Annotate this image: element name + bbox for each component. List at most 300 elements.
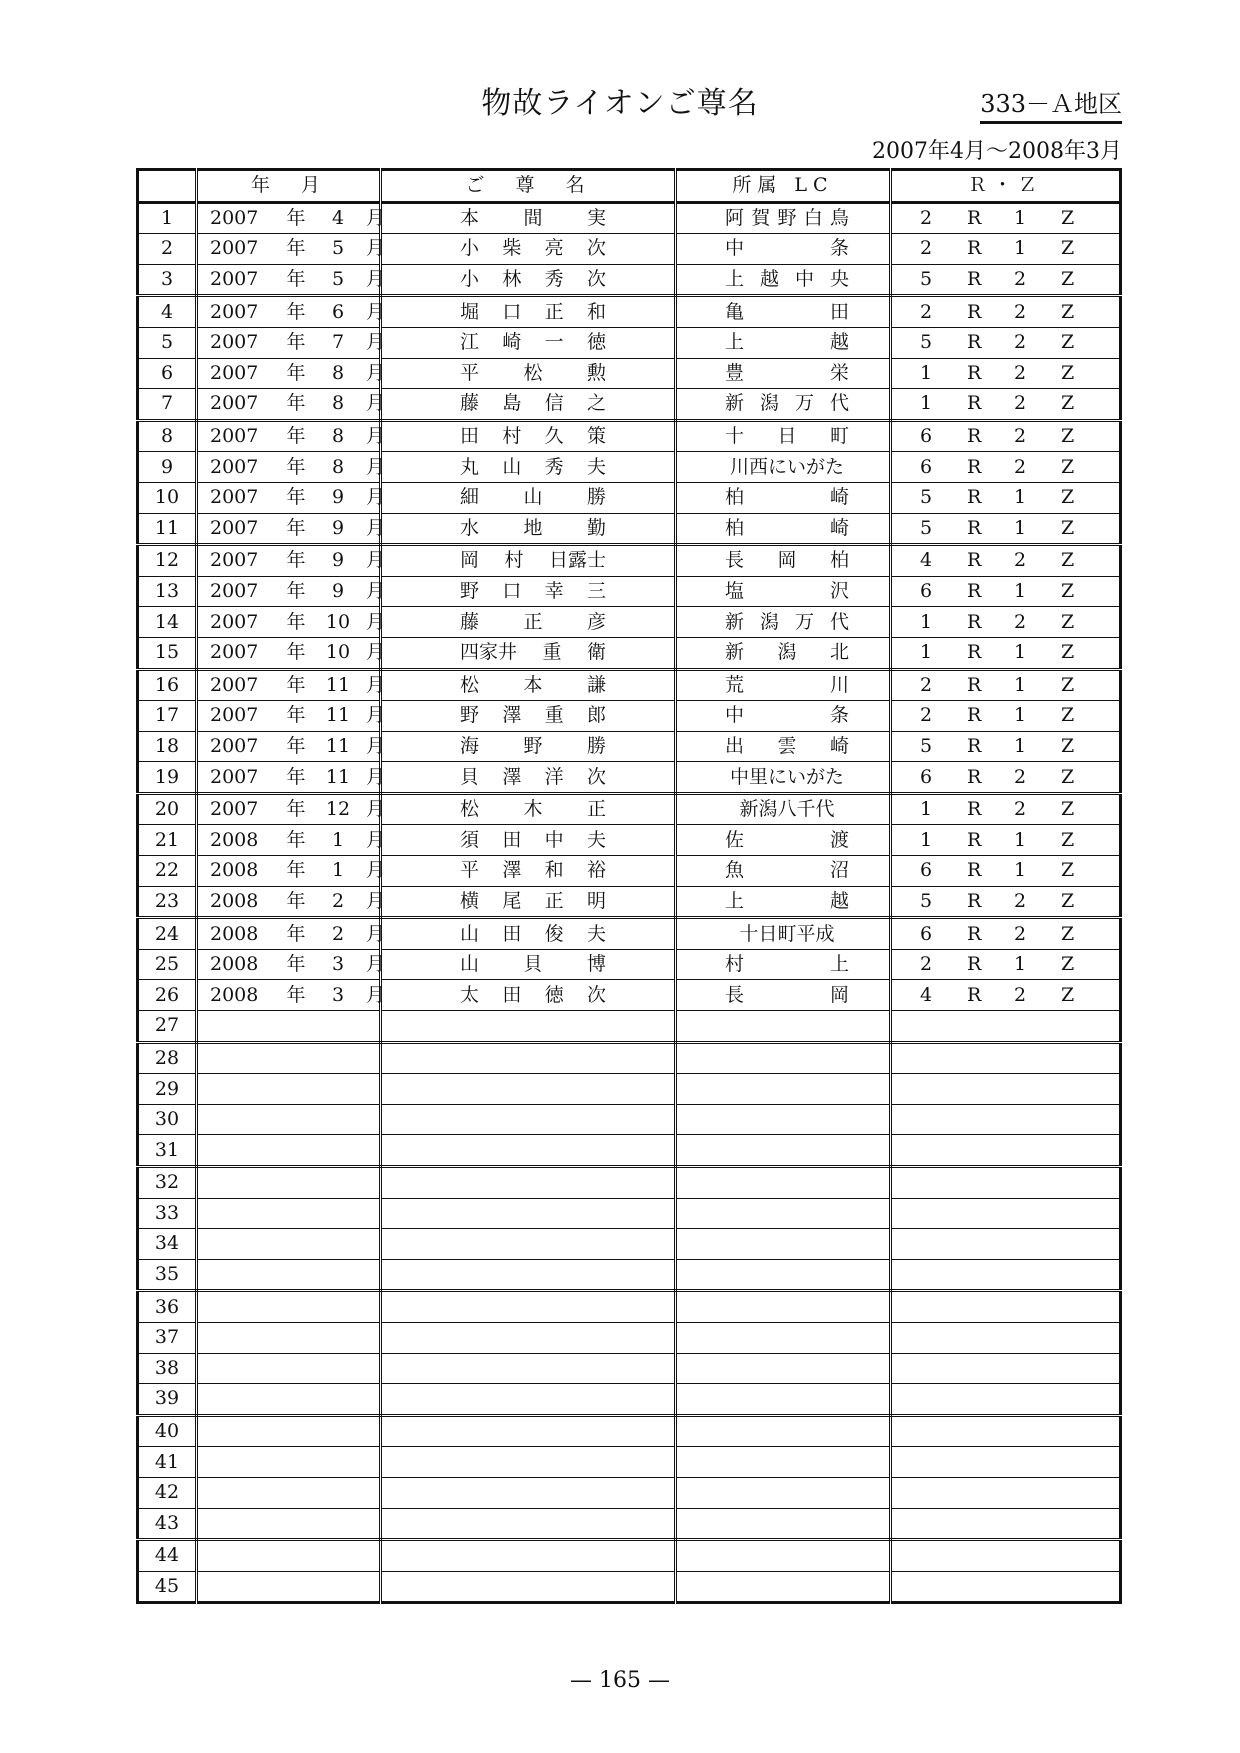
rz-z: 2 <box>1014 425 1027 448</box>
date-year: 2007 <box>210 331 259 354</box>
row-number: 35 <box>138 1259 197 1291</box>
region-zone-cell <box>891 949 1121 980</box>
row-number: 6 <box>138 358 197 389</box>
date-nen: 年 <box>286 300 306 323</box>
name-cell <box>381 1167 676 1199</box>
club-cell <box>676 637 891 669</box>
table-row <box>138 918 1121 950</box>
club-chars <box>677 706 889 725</box>
name-cell <box>381 513 676 545</box>
rz-r: 1 <box>920 798 933 821</box>
date-year: 2007 <box>210 361 259 384</box>
name-char: 貝 <box>460 765 480 788</box>
region-zone-cell <box>891 1259 1121 1291</box>
name-char: 澤 <box>502 765 522 788</box>
region-zone-cell <box>891 1011 1121 1043</box>
rz-z: 1 <box>1014 673 1027 696</box>
year-month-grid <box>198 641 385 664</box>
rz-r: 2 <box>920 206 933 229</box>
name-cell <box>381 1447 676 1478</box>
region-zone-cell <box>891 762 1121 794</box>
club-chars <box>677 516 889 539</box>
year-month-cell <box>197 825 385 856</box>
club-char: 豊 <box>725 361 745 384</box>
name-cell <box>381 669 676 701</box>
year-month-cell <box>197 1011 381 1043</box>
club-chars <box>677 922 889 945</box>
name-chars <box>382 394 674 413</box>
name-cell <box>381 1291 676 1323</box>
year-month-cell <box>197 949 385 980</box>
date-month: 9 <box>331 486 345 509</box>
name-char: 之 <box>586 392 606 415</box>
rz-zl: Z <box>1061 983 1075 1006</box>
name-cell <box>381 607 676 638</box>
name-char: 重 <box>544 704 564 727</box>
year-month-cell <box>197 1167 381 1199</box>
rz-rl: R <box>967 361 982 384</box>
year-month-cell <box>197 1291 381 1323</box>
rz-z: 1 <box>1014 206 1027 229</box>
row-number: 3 <box>138 264 197 296</box>
date-gatsu: 月 <box>365 268 385 291</box>
date-month: 9 <box>331 549 345 572</box>
name-char: 正 <box>523 610 543 633</box>
rz-rl: R <box>967 889 982 912</box>
name-char: 俊 <box>544 922 564 945</box>
club-char: 条 <box>829 704 849 727</box>
name-chars <box>382 516 674 539</box>
club-char: 沼 <box>829 859 849 882</box>
region-zone-cell <box>891 327 1121 358</box>
club-char: 上 <box>725 268 745 291</box>
club-char: 潟 <box>777 641 797 664</box>
date-nen: 年 <box>286 331 306 354</box>
region-zone-grid <box>892 828 1119 851</box>
region-zone-cell <box>891 1508 1121 1540</box>
club-char: 渡 <box>829 828 849 851</box>
table-row <box>138 980 1121 1011</box>
date-gatsu: 月 <box>365 922 385 945</box>
name-char: 博 <box>586 953 606 976</box>
year-month-grid <box>198 673 385 696</box>
date-year: 2008 <box>210 889 259 912</box>
name-chars <box>382 488 674 507</box>
rz-r: 2 <box>920 237 933 260</box>
rz-rl: R <box>967 798 982 821</box>
name-char: 徳 <box>586 331 606 354</box>
rz-zl: Z <box>1061 889 1075 912</box>
club-cell <box>676 1571 891 1603</box>
club-char: 越 <box>759 268 779 291</box>
club-cell <box>676 1229 891 1260</box>
club-cell <box>676 762 891 794</box>
rz-r: 1 <box>920 828 933 851</box>
region-zone-cell <box>891 358 1121 389</box>
club-char: 栄 <box>829 361 849 384</box>
date-year: 2008 <box>210 922 259 945</box>
rz-z: 2 <box>1014 300 1027 323</box>
name-cell <box>381 234 676 265</box>
rz-zl: Z <box>1061 765 1075 788</box>
region-zone-grid <box>892 427 1119 446</box>
year-month-grid <box>198 889 385 912</box>
rz-rl: R <box>967 425 982 448</box>
name-cell <box>381 762 676 794</box>
rz-r: 6 <box>920 859 933 882</box>
date-gatsu: 月 <box>365 610 385 633</box>
club-char: 亀 <box>725 300 745 323</box>
club-cell <box>676 1074 891 1105</box>
name-cell <box>381 545 676 577</box>
club-char: 万 <box>794 392 814 415</box>
row-number: 14 <box>138 607 197 638</box>
table-row <box>138 731 1121 762</box>
rz-zl: Z <box>1061 361 1075 384</box>
name-char: 信 <box>544 392 564 415</box>
club-char: 潟 <box>759 610 779 633</box>
rz-rl: R <box>967 300 982 323</box>
rz-z: 2 <box>1014 268 1027 291</box>
date-year: 2007 <box>210 610 259 633</box>
table-row <box>138 513 1121 545</box>
date-nen: 年 <box>286 798 306 821</box>
name-char: 一 <box>544 331 564 354</box>
year-month-grid <box>198 516 385 539</box>
date-nen: 年 <box>286 237 306 260</box>
year-month-cell <box>197 637 385 669</box>
name-chars <box>382 673 674 696</box>
year-month-cell <box>197 1540 381 1572</box>
region-zone-cell <box>891 1291 1121 1323</box>
row-number: 29 <box>138 1074 197 1105</box>
year-month-grid <box>198 392 385 415</box>
table-row <box>138 637 1121 669</box>
year-month-cell <box>197 918 385 950</box>
club-cell <box>676 513 891 545</box>
rz-zl: Z <box>1061 798 1075 821</box>
rz-rl: R <box>967 392 982 415</box>
date-gatsu: 月 <box>365 425 385 448</box>
date-nen: 年 <box>286 361 306 384</box>
name-cell <box>381 1508 676 1540</box>
rz-rl: R <box>967 765 982 788</box>
club-char: 上 <box>829 953 849 976</box>
year-month-grid <box>198 425 385 448</box>
name-chars <box>382 643 674 662</box>
date-month: 12 <box>325 798 351 821</box>
year-month-cell <box>197 731 385 762</box>
date-year: 2008 <box>210 983 259 1006</box>
region-zone-cell <box>891 1322 1121 1353</box>
row-number: 4 <box>138 296 197 328</box>
year-month-cell <box>197 420 385 452</box>
year-month-grid <box>198 455 385 478</box>
region-zone-cell <box>891 1571 1121 1603</box>
name-char: 亮 <box>544 237 564 260</box>
table-row <box>138 701 1121 732</box>
date-month: 7 <box>331 331 345 354</box>
name-chars <box>382 361 674 384</box>
name-cell <box>381 1384 676 1416</box>
row-number: 15 <box>138 637 197 669</box>
table-row-empty <box>138 1384 1121 1416</box>
club-cell <box>676 856 891 887</box>
region-zone-cell <box>891 513 1121 545</box>
date-month: 5 <box>331 237 345 260</box>
name-cell <box>381 358 676 389</box>
name-cell <box>381 793 676 825</box>
name-char: 堀 <box>460 300 480 323</box>
date-gatsu: 月 <box>365 580 385 603</box>
name-char: 木 <box>523 798 543 821</box>
date-month: 8 <box>331 361 345 384</box>
name-chars <box>382 828 674 851</box>
date-year: 2007 <box>210 300 259 323</box>
name-char: 丸 <box>460 455 480 478</box>
table-row-empty <box>138 1104 1121 1135</box>
date-gatsu: 月 <box>365 486 385 509</box>
rz-zl: Z <box>1061 580 1075 603</box>
name-chars <box>382 889 674 912</box>
name-cell <box>381 1198 676 1229</box>
year-month-cell <box>197 452 385 483</box>
rz-z: 1 <box>1014 486 1027 509</box>
club-chars <box>677 673 889 696</box>
rz-r: 6 <box>920 425 933 448</box>
row-number: 9 <box>138 452 197 483</box>
year-month-cell <box>197 202 385 234</box>
rz-zl: Z <box>1061 392 1075 415</box>
row-number: 36 <box>138 1291 197 1323</box>
region-zone-grid <box>892 610 1119 633</box>
region-zone-grid <box>892 922 1119 945</box>
year-month-cell <box>197 1074 381 1105</box>
region-zone-cell <box>891 856 1121 887</box>
table-row-empty <box>138 1447 1121 1478</box>
table-row-empty <box>138 1322 1121 1353</box>
year-month-cell <box>197 701 385 732</box>
region-zone-cell <box>891 389 1121 421</box>
region-zone-grid <box>892 488 1119 507</box>
date-year: 2007 <box>210 486 259 509</box>
table-row <box>138 762 1121 794</box>
rz-z: 2 <box>1014 392 1027 415</box>
header-no <box>138 170 197 203</box>
name-char: 松 <box>523 361 543 384</box>
name-char: 細 <box>460 486 480 509</box>
region-zone-grid <box>892 673 1119 696</box>
year-month-grid <box>198 268 385 291</box>
name-chars <box>382 239 674 258</box>
region-zone-cell <box>891 1477 1121 1508</box>
name-char: 田 <box>502 922 522 945</box>
club-chars <box>677 734 889 757</box>
club-char: 崎 <box>829 486 849 509</box>
club-chars <box>677 270 889 289</box>
year-month-cell <box>197 1229 381 1260</box>
club-cell <box>676 918 891 950</box>
club-chars <box>677 455 889 478</box>
date-gatsu: 月 <box>365 673 385 696</box>
name-cell <box>381 1259 676 1291</box>
club-char: 川 <box>829 673 849 696</box>
name-chars <box>382 765 674 788</box>
date-month: 3 <box>331 983 345 1006</box>
year-month-cell <box>197 1508 381 1540</box>
region-zone-cell <box>891 980 1121 1011</box>
rz-zl: Z <box>1061 268 1075 291</box>
name-char: 岡 <box>460 549 480 572</box>
rz-r: 6 <box>920 455 933 478</box>
row-number: 20 <box>138 793 197 825</box>
date-month: 8 <box>331 392 345 415</box>
name-char: 次 <box>586 268 606 291</box>
name-char: 日露士 <box>548 549 606 572</box>
rz-r: 2 <box>920 953 933 976</box>
name-char: 澤 <box>502 859 522 882</box>
rz-zl: Z <box>1061 828 1075 851</box>
name-char: 林 <box>502 268 522 291</box>
date-year: 2007 <box>210 641 259 664</box>
club-cell <box>676 1011 891 1043</box>
name-cell <box>381 731 676 762</box>
club-chars <box>677 300 889 323</box>
name-char: 中 <box>544 828 564 851</box>
club-chars <box>677 333 889 352</box>
date-month: 2 <box>331 889 345 912</box>
table-row <box>138 420 1121 452</box>
date-nen: 年 <box>286 889 306 912</box>
club-chars <box>677 582 889 601</box>
year-month-cell <box>197 1477 381 1508</box>
region-zone-cell <box>891 607 1121 638</box>
name-char: 小 <box>460 268 480 291</box>
row-number: 37 <box>138 1322 197 1353</box>
club-cell <box>676 1353 891 1384</box>
row-number: 13 <box>138 576 197 607</box>
rz-z: 1 <box>1014 641 1027 664</box>
rz-z: 2 <box>1014 798 1027 821</box>
rz-r: 4 <box>920 549 933 572</box>
name-cell <box>381 1477 676 1508</box>
rz-z: 2 <box>1014 983 1027 1006</box>
date-year: 2008 <box>210 953 259 976</box>
rz-z: 1 <box>1014 237 1027 260</box>
date-year: 2007 <box>210 549 259 572</box>
name-chars <box>382 206 674 229</box>
rz-zl: Z <box>1061 549 1075 572</box>
club-char: 村 <box>725 953 745 976</box>
name-char: 策 <box>586 425 606 448</box>
club-char: 条 <box>829 237 849 260</box>
row-number: 32 <box>138 1167 197 1199</box>
name-char: 太 <box>460 983 480 1006</box>
name-cell <box>381 701 676 732</box>
table-row-empty <box>138 1477 1121 1508</box>
rz-r: 5 <box>920 889 933 912</box>
region-zone-cell <box>891 234 1121 265</box>
club-char: 中里にいがた <box>729 765 844 788</box>
row-number: 26 <box>138 980 197 1011</box>
date-month: 4 <box>331 206 345 229</box>
club-chars <box>677 239 889 258</box>
club-char: 万 <box>794 610 814 633</box>
club-cell <box>676 234 891 265</box>
date-month: 6 <box>331 300 345 323</box>
club-char: 荒 <box>725 673 745 696</box>
row-number: 27 <box>138 1011 197 1043</box>
table-row-empty <box>138 1353 1121 1384</box>
name-char: 横 <box>460 889 480 912</box>
name-cell <box>381 482 676 513</box>
date-gatsu: 月 <box>365 704 385 727</box>
table-row <box>138 452 1121 483</box>
year-month-grid <box>198 798 385 821</box>
year-month-cell <box>197 607 385 638</box>
region-zone-cell <box>891 1104 1121 1135</box>
table-row <box>138 264 1121 296</box>
rz-rl: R <box>967 734 982 757</box>
name-chars <box>382 427 674 446</box>
name-cell <box>381 296 676 328</box>
date-year: 2007 <box>210 704 259 727</box>
region-zone-grid <box>892 889 1119 912</box>
club-chars <box>677 955 889 974</box>
region-zone-grid <box>892 582 1119 601</box>
name-char: 衛 <box>586 641 606 664</box>
region-zone-cell <box>891 669 1121 701</box>
row-number: 22 <box>138 856 197 887</box>
name-char: 重 <box>542 641 562 664</box>
rz-r: 1 <box>920 641 933 664</box>
region-zone-cell <box>891 793 1121 825</box>
date-nen: 年 <box>286 641 306 664</box>
region-zone-grid <box>892 706 1119 725</box>
region-zone-cell <box>891 1415 1121 1447</box>
table-row-empty <box>138 1135 1121 1167</box>
date-nen: 年 <box>286 580 306 603</box>
table-row-empty <box>138 1074 1121 1105</box>
page-title: 物故ライオンご尊名 <box>481 86 759 121</box>
club-char: 新 <box>725 610 745 633</box>
name-chars <box>382 270 674 289</box>
year-month-cell <box>197 234 385 265</box>
year-month-cell <box>197 1042 381 1074</box>
year-month-cell <box>197 980 385 1011</box>
year-month-grid <box>198 734 385 757</box>
year-month-grid <box>198 765 385 788</box>
name-char: 勲 <box>586 361 606 384</box>
date-year: 2008 <box>210 828 259 851</box>
rz-zl: Z <box>1061 859 1075 882</box>
date-month: 9 <box>331 580 345 603</box>
rz-r: 2 <box>920 704 933 727</box>
header-year-month: 年 月 <box>197 170 381 203</box>
name-char: 尾 <box>502 889 522 912</box>
rz-zl: Z <box>1061 237 1075 260</box>
row-number: 18 <box>138 731 197 762</box>
rz-rl: R <box>967 268 982 291</box>
club-cell <box>676 980 891 1011</box>
date-nen: 年 <box>286 516 306 539</box>
name-char: 明 <box>586 889 606 912</box>
rz-z: 1 <box>1014 953 1027 976</box>
name-char: 夫 <box>586 455 606 478</box>
table-row <box>138 669 1121 701</box>
region-zone-cell <box>891 545 1121 577</box>
club-cell <box>676 825 891 856</box>
